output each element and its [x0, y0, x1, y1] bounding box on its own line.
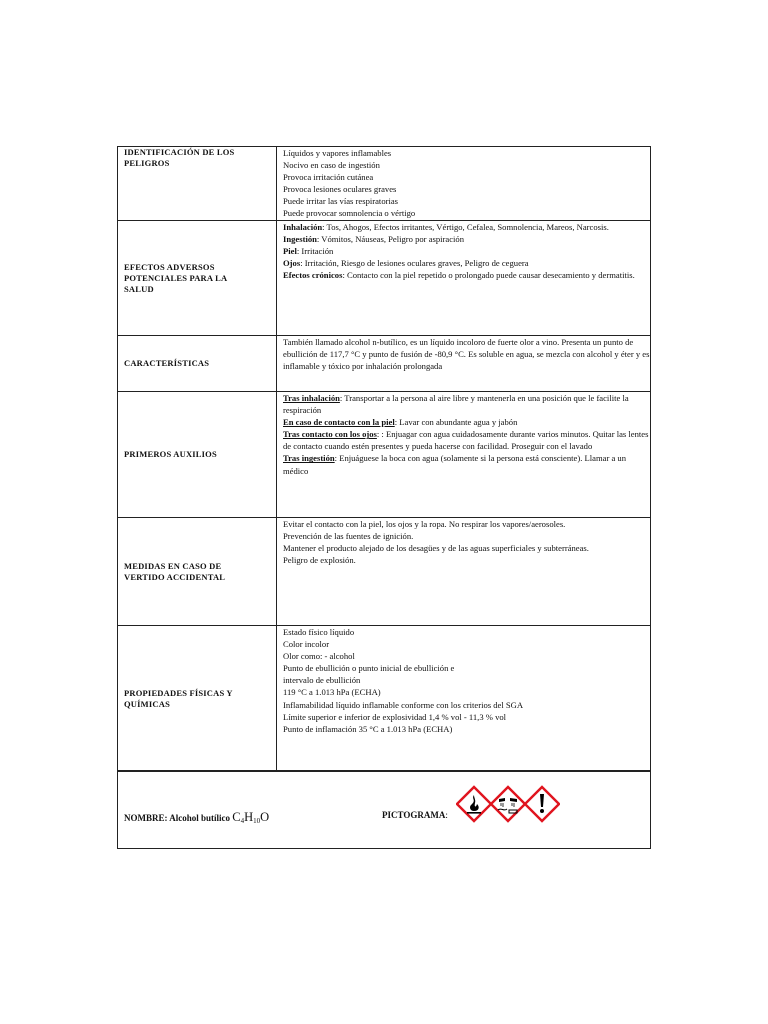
ghs-pictograms [456, 784, 560, 829]
effect-item [283, 269, 650, 281]
hazard-line: Líquidos y vapores inflamables [283, 148, 392, 158]
label-line: POTENCIALES PARA LA [124, 272, 228, 283]
effect-item [283, 257, 650, 269]
content-physical-chemical-properties [277, 626, 651, 772]
first-aid-text: : : Enjuagar con agua cuidadosamente durante varios minutos. Quitar las lentes de contacto cuando estén presentes y pueda hacerse con facilidad. Proseguir con el lavado [283, 429, 649, 452]
row-accidental-release [118, 518, 651, 626]
ghs-pictogram-svg [456, 784, 560, 824]
property-line: Punto de inflamación 35 °C a 1.013 hPa (ECHA) [283, 723, 453, 734]
corrosion-icon [491, 787, 525, 821]
label-line: MEDIDAS EN CASO DE [124, 560, 222, 571]
effect-key: Ingestión [283, 234, 317, 245]
effect-text: : Contacto con la piel repetido o prolongado puede causar desecamiento y dermatitis. [342, 270, 635, 281]
release-line: Evitar el contacto con la piel, los ojos y la ropa. No respirar los vapores/aerosoles. [283, 519, 566, 529]
release-line: Peligro de explosión. [283, 555, 356, 566]
first-aid-key: Tras inhalación [283, 393, 340, 403]
property-line: Olor como: - alcohol [283, 651, 355, 662]
hazard-line: Puede irritar las vías respiratorias [283, 196, 399, 207]
effect-text: : Irritación, Riesgo de lesiones oculares graves, Peligro de ceguera [300, 258, 529, 269]
row-hazard-identification [118, 147, 651, 221]
label-physical-chemical-properties [118, 626, 277, 772]
label-characteristics [118, 336, 277, 392]
release-line: Prevención de las fuentes de ignición. [283, 531, 414, 542]
safety-sheet-table [117, 146, 651, 772]
effect-item [283, 233, 650, 245]
content-characteristics [277, 336, 651, 392]
name-label: NOMBRE [124, 813, 165, 823]
characteristics-paragraph: También llamado alcohol n-butílico, es un líquido incoloro de fuerte olor a vino. Presenta un punto de ebullición de 117,7 °C y punto de fusión de -80,9 °C. Es soluble en agua, se mezcla con alcohol y éter y es inflamable y tóxico por inhalación prolongada [283, 337, 650, 372]
row-adverse-effects [118, 221, 651, 336]
substance-name [124, 810, 269, 825]
property-line: Inflamabilidad líquido inflamable conforme con los criterios del SGA [283, 699, 524, 710]
effect-key: Inhalación [283, 222, 323, 232]
content-adverse-effects [277, 221, 651, 336]
effect-key: Efectos crónicos [283, 270, 343, 281]
property-line: 119 °C a 1.013 hPa (ECHA) [283, 687, 381, 698]
label-line: VERTIDO ACCIDENTAL [124, 571, 226, 582]
hazard-line: Provoca irritación cutánea [283, 172, 374, 183]
first-aid-key: En caso de contacto con la piel [283, 417, 395, 428]
property-line: intervalo de ebullición [283, 675, 361, 686]
row-characteristics [118, 336, 651, 392]
chemical-formula [232, 810, 269, 824]
label-line: CARACTERÍSTICAS [124, 358, 210, 368]
property-line: Límite superior e inferior de explosividad 1,4 % vol - 11,3 % vol [283, 711, 507, 722]
first-aid-item [283, 392, 650, 416]
hazard-line: Nocivo en caso de ingestión [283, 160, 380, 171]
effect-text: : Tos, Ahogos, Efectos irritantes, Vértigo, Cefalea, Somnolencia, Mareos, Narcosis. [322, 222, 609, 232]
row-first-aid [118, 392, 651, 518]
first-aid-key: Tras contacto con los ojos [283, 429, 377, 440]
label-line: PRIMEROS AUXILIOS [124, 449, 217, 459]
first-aid-item [283, 428, 650, 452]
hazard-line: Provoca lesiones oculares graves [283, 184, 397, 195]
flame-icon [457, 787, 491, 821]
pictogram-label-block [382, 810, 448, 820]
label-line: PROPIEDADES FÍSICAS Y [124, 687, 233, 698]
effect-key: Ojos [283, 258, 301, 269]
effect-key: Piel [283, 246, 297, 257]
effect-item [283, 221, 650, 233]
name-value: : Alcohol butílico [164, 813, 231, 823]
property-line: Estado físico líquido [283, 627, 355, 637]
label-adverse-effects [118, 221, 277, 336]
exclamation-icon [525, 787, 559, 821]
pictogram-label: PICTOGRAMA [382, 810, 446, 820]
pictogram-colon: : [445, 810, 448, 820]
content-hazard-identification [277, 147, 651, 221]
first-aid-text: : Lavar con abundante agua y jabón [394, 417, 518, 428]
label-first-aid [118, 392, 277, 518]
property-line: Punto de ebullición o punto inicial de ebullición e [283, 663, 455, 674]
formula-c: C [232, 810, 241, 824]
effect-text: : Vómitos, Náuseas, Peligro por aspiración [316, 234, 465, 245]
label-line: QUÍMICAS [124, 698, 170, 709]
first-aid-text: : Transportar a la persona al aire libre y mantenerla en una posición que le facilite la respiración [283, 393, 629, 416]
label-line: SALUD [124, 283, 154, 294]
property-line: Color incolor [283, 639, 330, 650]
content-first-aid [277, 392, 651, 518]
first-aid-item [283, 416, 650, 428]
label-line: PELIGROS [124, 158, 170, 168]
label-hazard-identification [118, 147, 277, 221]
first-aid-item [283, 452, 650, 476]
formula-o: O [260, 810, 270, 824]
content-accidental-release [277, 518, 651, 626]
label-accidental-release [118, 518, 277, 626]
first-aid-text: : Enjuáguese la boca con agua (solamente si la persona está consciente). Llamar a un médico [283, 453, 627, 476]
footer-name-pictogram [117, 770, 651, 849]
release-line: Mantener el producto alejado de los desagües y de las aguas superficiales y subterráneas. [283, 543, 589, 554]
formula-h: H [244, 810, 254, 824]
formula-h-sub: 10 [253, 817, 261, 825]
effect-text: : Irritación [296, 246, 334, 257]
first-aid-key: Tras ingestión [283, 453, 335, 464]
label-line: EFECTOS ADVERSOS [124, 261, 215, 272]
label-line: IDENTIFICACIÓN DE LOS [124, 147, 235, 157]
effect-item [283, 245, 650, 257]
formula-c-sub: 4 [240, 817, 245, 825]
hazard-line: Puede provocar somnolencia o vértigo [283, 208, 416, 219]
row-physical-chemical-properties [118, 626, 651, 772]
